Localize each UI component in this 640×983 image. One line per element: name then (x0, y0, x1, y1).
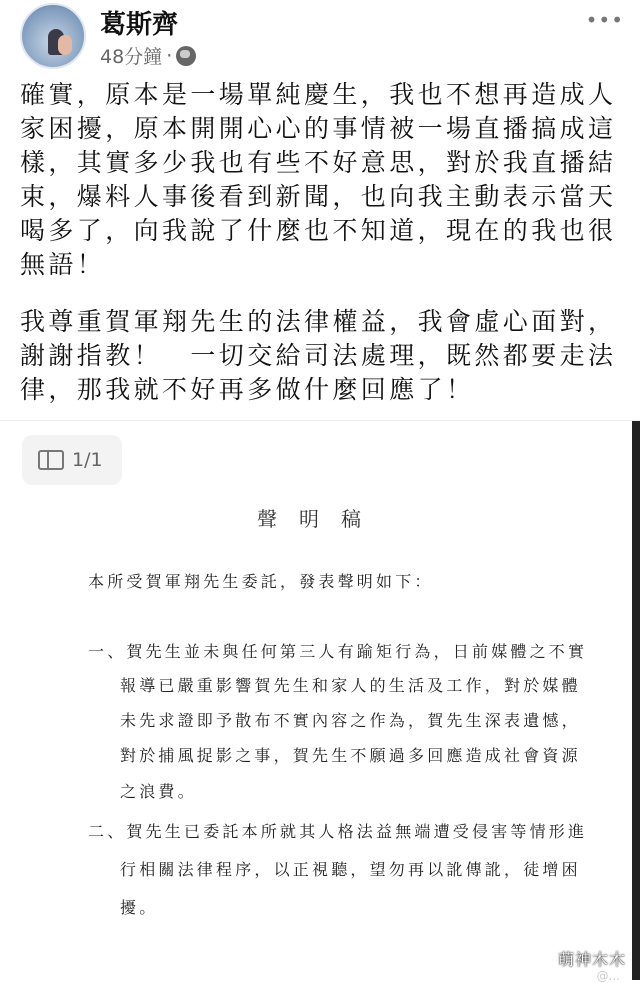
watermark: 萌神木木 (557, 950, 626, 969)
document-line: 二、賀先生已委託本所就其人格法益無端遭受侵害等情形進 (88, 822, 588, 841)
post-line: 謝謝指教！ 一切交給司法處理，既然都要走法 (20, 341, 617, 370)
separator: · (166, 44, 173, 67)
sidebar-pages-icon (38, 450, 64, 470)
post-line: 家困擾，原本開開心心的事情被一場直播搞成這 (20, 114, 617, 143)
post-line: 律，那我就不好再多做什麼回應了！ (20, 375, 475, 404)
weibo-watermark: @... (596, 969, 620, 983)
post-line: 確實，原本是一場單純慶生，我也不想再造成人 (20, 80, 617, 109)
avatar[interactable] (20, 3, 86, 69)
attached-document-image[interactable] (0, 420, 640, 983)
post-line: 樣，其實多少我也有些不好意思，對於我直播結 (20, 148, 617, 177)
document-line: 未先求證即予散布不實內容之作為，賀先生深表遺憾， (120, 711, 581, 730)
page-indicator[interactable] (22, 435, 122, 485)
page-count: 1/1 (72, 449, 103, 471)
document-line: 一、賀先生並未與任何第三人有踰矩行為，日前媒體之不實 (88, 642, 588, 661)
post-line: 無語！ (20, 250, 106, 279)
post-line: 喝多了，向我說了什麼也不知道，現在的我也很 (20, 216, 617, 245)
post-time[interactable]: 48分鐘 (100, 46, 163, 68)
document-line: 行相關法律程序，以正視聽，望勿再以訛傳訛，徒增困 (120, 860, 581, 879)
post-line: 我尊重賀軍翔先生的法律權益，我會虛心面對， (20, 307, 617, 336)
more-options-button[interactable]: ••• (585, 8, 624, 32)
document-line: 之浪費。 (120, 782, 197, 801)
post-line: 束，爆料人事後看到新聞，也向我主動表示當天 (20, 182, 617, 211)
post-meta (100, 42, 196, 69)
post-text (20, 78, 616, 407)
avatar-figure (58, 35, 72, 55)
document-line: 本所受賀軍翔先生委託，發表聲明如下： (88, 572, 434, 591)
globe-icon (176, 46, 196, 66)
document-line: 擾。 (120, 898, 159, 917)
document-line: 對於捕風捉影之事，賀先生不願過多回應造成社會資源 (120, 746, 581, 765)
document-line: 報導已嚴重影響賀先生和家人的生活及工作，對於媒體 (120, 676, 581, 695)
author-name[interactable]: 葛斯齊 (100, 10, 179, 40)
document-title: 聲明稿 (257, 507, 383, 531)
